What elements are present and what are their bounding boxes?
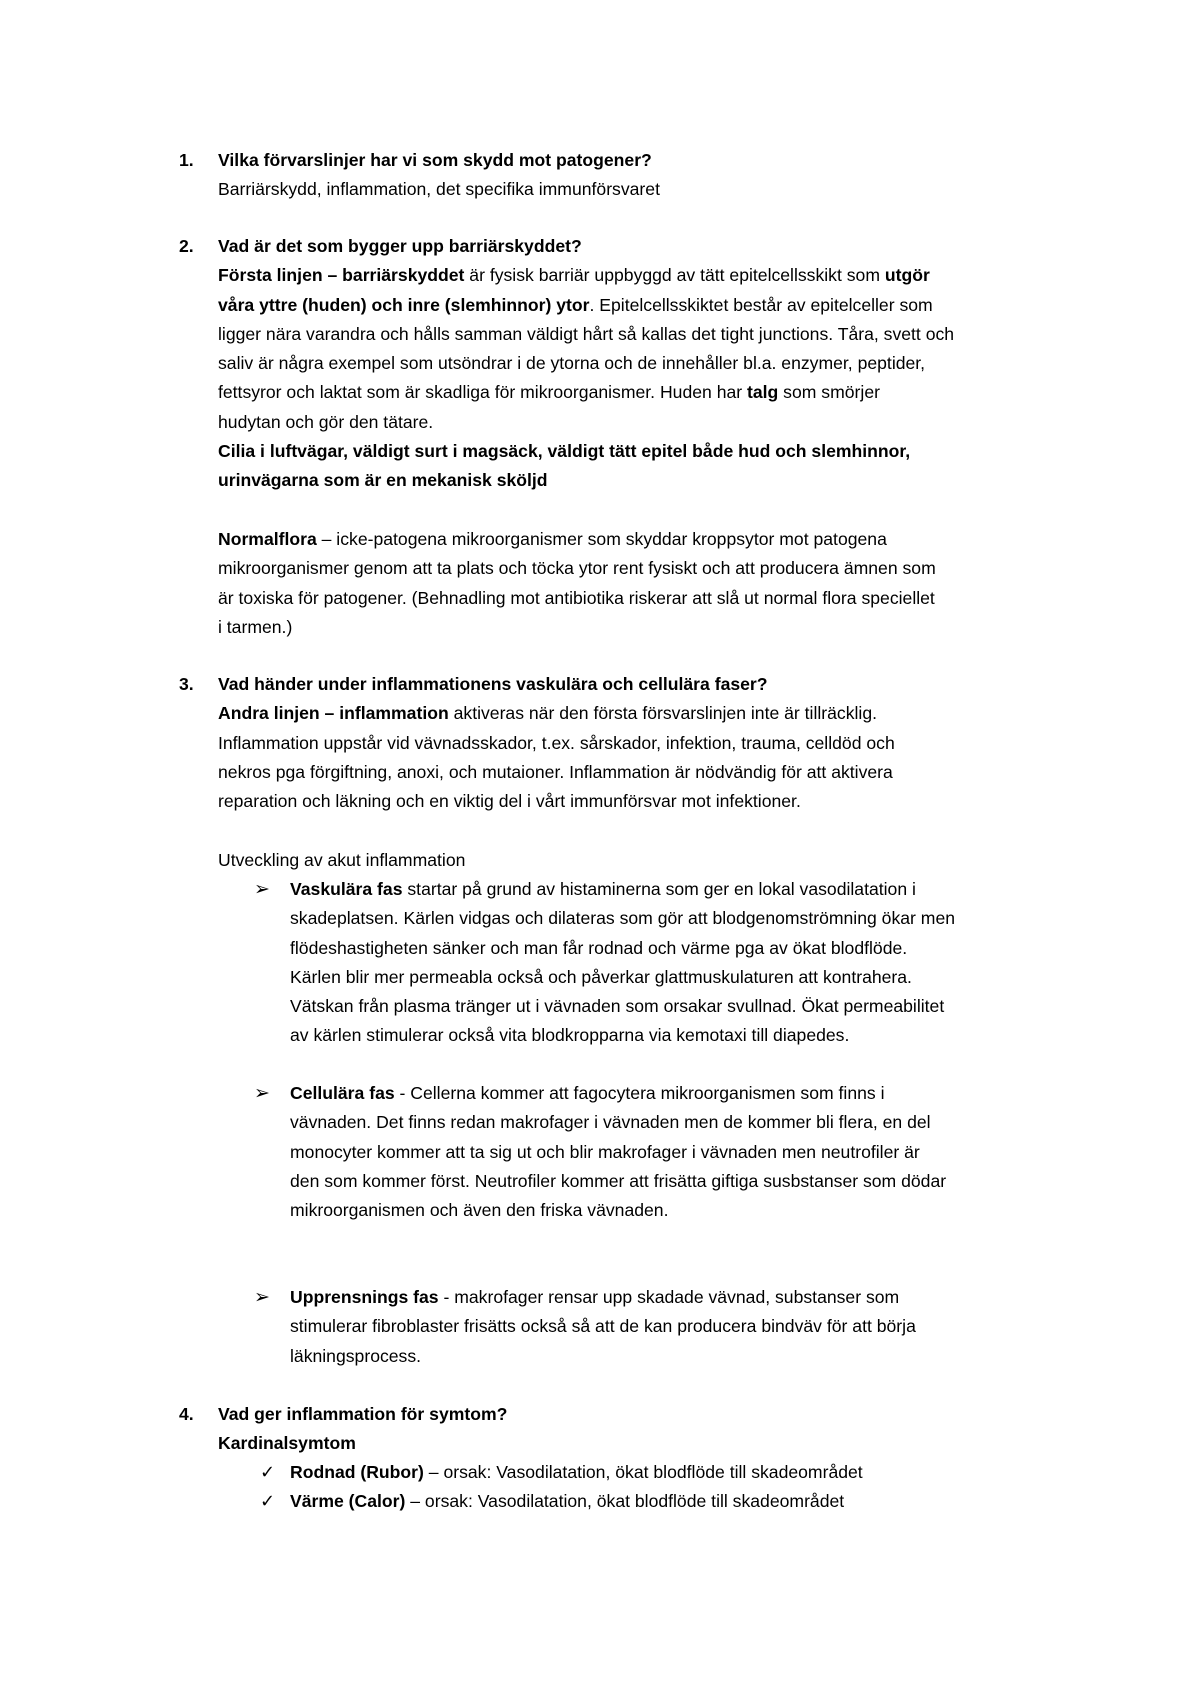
bullet-line: Vaskulära fas startar på grund av histaminerna som ger en lokal vasodilatation i (290, 879, 916, 899)
spacer (218, 496, 1118, 525)
bullet-line: flödeshastigheten sänker och man får rodnad och värme pga av ökat blodflöde. (290, 937, 908, 958)
bullet-vaskulara-fas (254, 875, 1090, 1051)
question-2 (179, 232, 1118, 642)
checklist-item-varme (260, 1487, 845, 1516)
checkmark-icon: ✓ (260, 1491, 276, 1511)
paragraph-line: våra yttre (huden) och inre (slemhinnor) ytor. Epitelcellsskiktet består av epitelceller som (218, 294, 933, 315)
bold-summary-line: urinvägarna som är en mekanisk sköljd (218, 470, 548, 491)
question-3 (179, 670, 1118, 875)
checklist-text: Rodnad (Rubor) – orsak: Vasodilatation, ökat blodflöde till skadeområdet (290, 1462, 863, 1482)
paragraph-line: Andra linjen – inflammation aktiveras när den första försvarslinjen inte är tillräcklig. (218, 703, 878, 724)
arrow-bullet-icon: ➢ (254, 1083, 270, 1104)
bullet-line: Kärlen blir mer permeabla också och påverkar glattmuskulaturen att kontrahera. (290, 966, 912, 987)
bullet-cellulara-fas (254, 1079, 1090, 1225)
sub-heading: Kardinalsymtom (218, 1433, 356, 1454)
paragraph-line: Inflammation uppstår vid vävnadsskador, t.ex. sårskador, infektion, trauma, celldöd och (218, 732, 895, 753)
checklist-item-rodnad (260, 1458, 863, 1487)
answer-text: Barriärskydd, inflammation, det specifika immunförsvaret (218, 179, 660, 200)
bullet-line: stimulerar fibroblaster frisätts också så att de kan producera bindväv för att börja (290, 1316, 916, 1337)
bullet-line: Vätskan från plasma tränger ut i vävnaden som orsakar svullnad. Ökat permeabilitet (290, 996, 945, 1017)
bullet-line: Cellulära fas - Cellerna kommer att fagocytera mikroorganismen som finns i (290, 1083, 885, 1103)
arrow-bullet-icon: ➢ (254, 879, 270, 900)
bold-summary-line: Cilia i luftvägar, väldigt surt i magsäck, väldigt tätt epitel både hud och slemhinnor, (218, 441, 911, 462)
checkmark-icon: ✓ (260, 1462, 276, 1482)
question-4 (179, 1400, 1118, 1459)
paragraph-line: saliv är några exempel som utsöndrar i de ytorna och de innehåller bl.a. enzymer, peptider, (218, 353, 926, 374)
spacer (218, 816, 1118, 845)
question-text: Vilka förvarslinjer har vi som skydd mot patogener? (218, 150, 652, 170)
bullet-upprensnings-fas (254, 1283, 1090, 1371)
bullet-line: av kärlen stimulerar också vita blodkropparna via kemotaxi till diapedes. (290, 1025, 850, 1046)
paragraph-line: i tarmen.) (218, 616, 293, 637)
paragraph-line: mikroorganismer genom att ta plats och töcka ytor rent fysiskt och att producera ämnen som (218, 558, 936, 579)
paragraph-line: Normalflora – icke-patogena mikroorganismer som skyddar kroppsytor mot patogena (218, 528, 887, 549)
question-text: Vad ger inflammation för symtom? (218, 1404, 508, 1424)
bullet-line: läkningsprocess. (290, 1345, 422, 1366)
paragraph-line: är toxiska för patogener. (Behnadling mot antibiotika riskerar att slå ut normal flora speciellet (218, 587, 935, 608)
paragraph-line: reparation och läkning och en viktig del i vårt immunförsvar mot infektioner. (218, 791, 801, 812)
paragraph-line: nekros pga förgiftning, anoxi, och mutaioner. Inflammation är nödvändig för att aktivera (218, 761, 893, 782)
question-text: Vad händer under inflammationens vaskulära och cellulära faser? (218, 674, 768, 694)
bullet-line: Upprensnings fas - makrofager rensar upp skadade vävnad, substanser som (290, 1287, 900, 1307)
bullet-line: skadeplatsen. Kärlen vidgas och dilateras som gör att blodgenomströmning ökar men (290, 908, 956, 929)
question-1 (179, 146, 1118, 205)
bullet-line: mikroorganismen och även den friska vävnaden. (290, 1200, 669, 1221)
question-number: 3. (179, 674, 194, 694)
paragraph-line: ligger nära varandra och hålls samman väldigt hårt så kallas det tight junctions. Tåra, svett och (218, 323, 955, 344)
bullet-line: den som kommer först. Neutrofiler kommer att frisätta giftiga susbstanser som dödar (290, 1170, 947, 1191)
question-text: Vad är det som bygger upp barriärskyddet? (218, 236, 582, 256)
paragraph-line: hudytan och gör den tätare. (218, 411, 434, 432)
bullet-line: monocyter kommer att ta sig ut och blir makrofager i vävnaden men neutrofiler är (290, 1141, 920, 1162)
question-number: 2. (179, 236, 194, 256)
bullet-line: vävnaden. Det finns redan makrofager i vävnaden men de kommer bli flera, en del (290, 1112, 931, 1133)
paragraph-line: fettsyror och laktat som är skadliga för mikroorganismer. Huden har talg som smörjer (218, 382, 880, 403)
question-number: 1. (179, 150, 194, 170)
arrow-bullet-icon: ➢ (254, 1287, 270, 1308)
paragraph-line: Första linjen – barriärskyddet är fysisk barriär uppbyggd av tätt epitelcellsskikt som utgör (218, 265, 930, 286)
sub-heading: Utveckling av akut inflammation (218, 849, 466, 870)
checklist-text: Värme (Calor) – orsak: Vasodilatation, ökat blodflöde till skadeområdet (290, 1491, 845, 1511)
question-number: 4. (179, 1404, 194, 1424)
